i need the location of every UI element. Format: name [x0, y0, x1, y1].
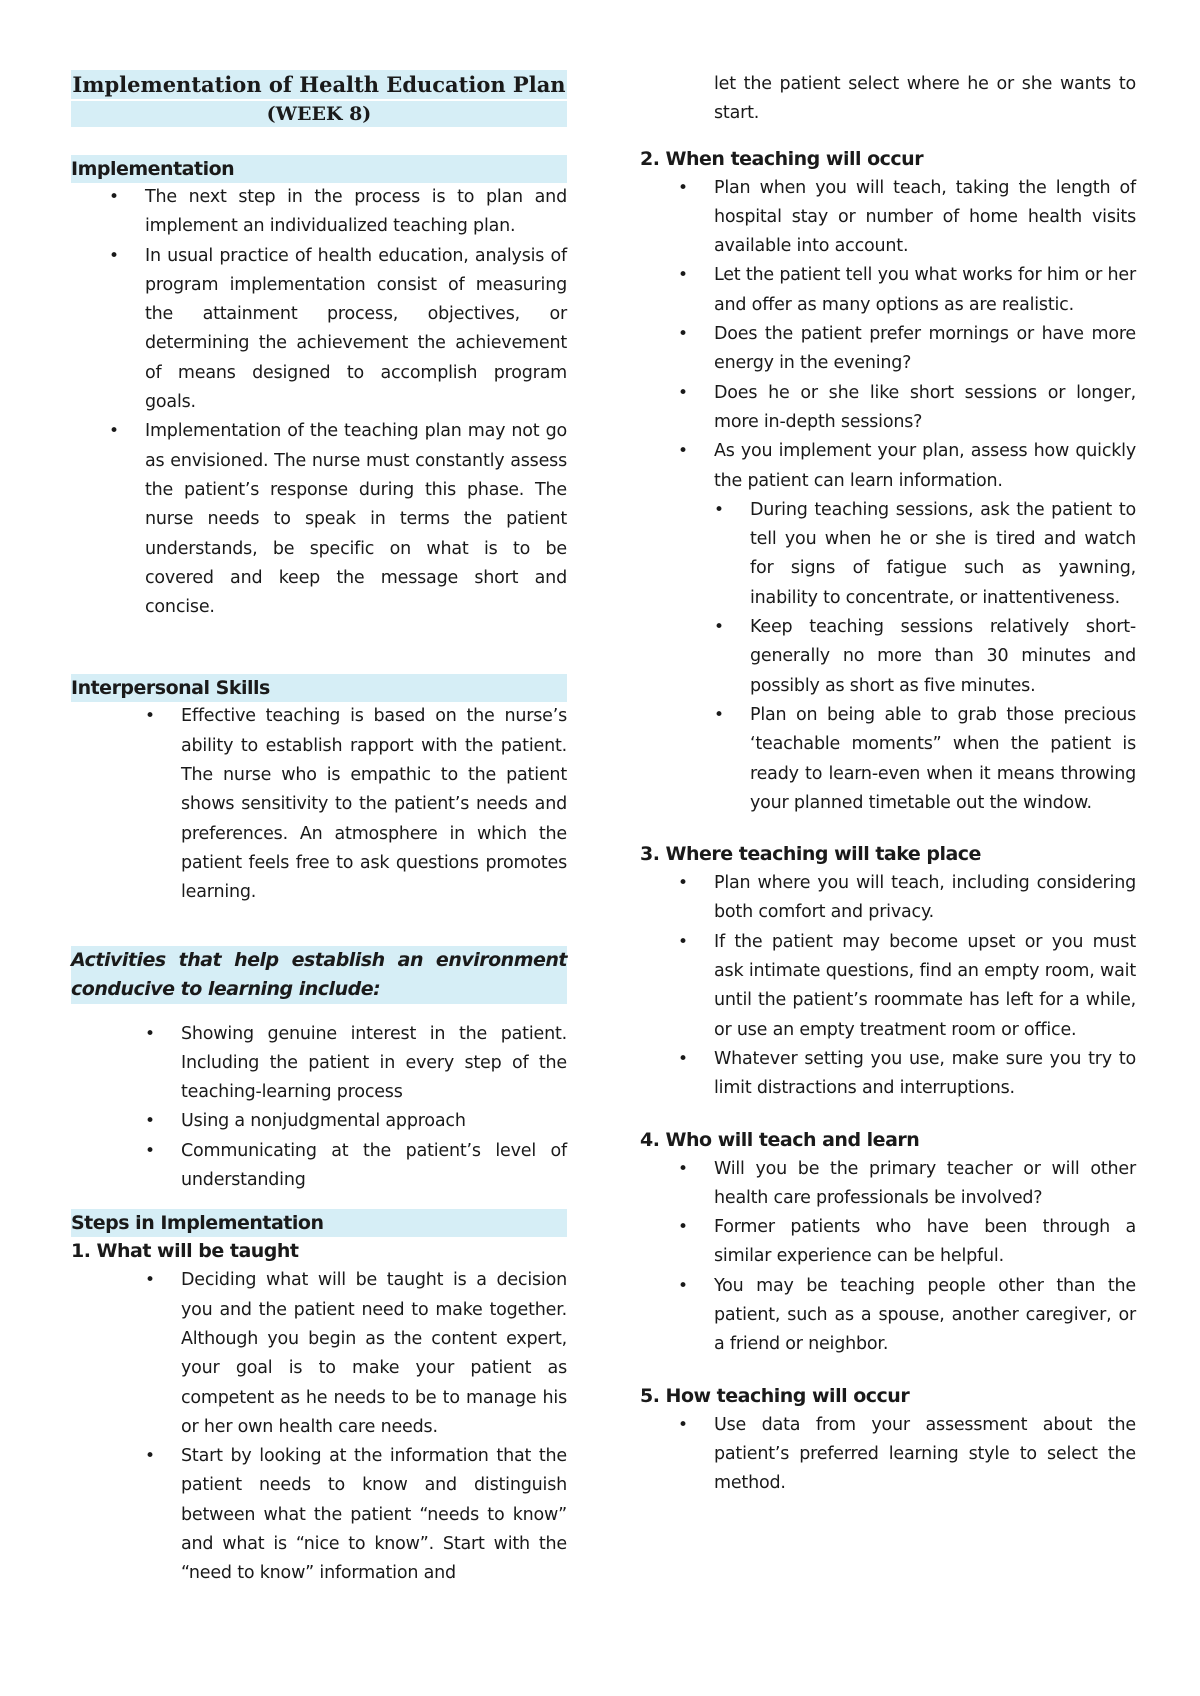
interpersonal-heading: Interpersonal Skills	[71, 674, 567, 702]
list-item: • Deciding what will be taught is a decision you and the patient need to make together. Although you begin as the content expert, your goal is to make your patient as competent as he needs to be to manage his or her own health care needs.	[71, 1266, 567, 1442]
step3-list	[640, 869, 1136, 1103]
step4-list	[640, 1155, 1136, 1360]
list-item: • Keep teaching sessions relatively short-generally no more than 30 minutes and possibly as short as five minutes.	[640, 613, 1136, 701]
step2-list	[640, 174, 1136, 496]
activities-heading-line2: conducive to learning include:	[71, 977, 381, 1000]
implementation-heading: Implementation	[71, 155, 567, 183]
step5-heading: 5. How teaching will occur	[640, 1384, 910, 1407]
step2-heading: 2. When teaching will occur	[640, 147, 924, 170]
step3-heading: 3. Where teaching will take place	[640, 843, 981, 866]
step1-continuation: let the patient select where he or she wants to start.	[714, 74, 1136, 124]
list-item: • Plan where you will teach, including considering both comfort and privacy.	[640, 869, 1136, 928]
list-item: • Plan when you will teach, taking the length of hospital stay or number of home health visits available into account.	[640, 174, 1136, 262]
activities-heading-line1: Activities that help establish an environment	[71, 948, 567, 971]
list-item: • Using a nonjudgmental approach	[71, 1107, 567, 1136]
list-item: • During teaching sessions, ask the patient to tell you when he or she is tired and watch for signs of fatigue such as yawning, inability to concentrate, or inattentiveness.	[640, 496, 1136, 613]
list-item: • If the patient may become upset or you must ask intimate questions, find an empty room, wait until the patient’s roommate has left for a while, or use an empty treatment room or office.	[640, 928, 1136, 1045]
list-item: • Let the patient tell you what works for him or her and offer as many options as are realistic.	[640, 261, 1136, 320]
list-item: • You may be teaching people other than the patient, such as a spouse, another caregiver, or a friend or neighbor.	[640, 1272, 1136, 1360]
list-item: • As you implement your plan, assess how quickly the patient can learn information.	[640, 437, 1136, 496]
list-item: • Communicating at the patient’s level of understanding	[71, 1137, 567, 1196]
step2-sublist	[640, 496, 1136, 818]
list-item: • In usual practice of health education, analysis of program implementation consist of measuring the attainment process, objectives, or determining the achievement the achievement of means designed to accomplish program goals.	[71, 242, 567, 418]
step4-heading: 4. Who will teach and learn	[640, 1128, 920, 1151]
interpersonal-list	[71, 702, 567, 907]
activities-heading	[71, 946, 567, 1004]
list-item: • The next step in the process is to plan and implement an individualized teaching plan.	[71, 183, 567, 242]
steps-heading: Steps in Implementation	[71, 1209, 567, 1237]
left-column	[71, 70, 567, 1589]
list-item: • Effective teaching is based on the nurse’s ability to establish rapport with the patient. The nurse who is empathic to the patient shows sensitivity to the patient’s needs and preferences. An atmosphere in which the patient feels free to ask questions promotes learning.	[71, 702, 567, 907]
list-item: • Showing genuine interest in the patient. Including the patient in every step of the teaching-learning process	[71, 1020, 567, 1108]
step1-list	[71, 1266, 567, 1588]
list-item: • Whatever setting you use, make sure you try to limit distractions and interruptions.	[640, 1045, 1136, 1104]
list-item: • Does he or she like short sessions or longer, more in-depth sessions?	[640, 379, 1136, 438]
right-column	[640, 70, 1136, 1498]
list-item: • Start by looking at the information that the patient needs to know and distinguish between what the patient “needs to know” and what is “nice to know”. Start with the “need to know” information and	[71, 1442, 567, 1588]
list-item: • Will you be the primary teacher or will other health care professionals be involved?	[640, 1155, 1136, 1214]
implementation-list	[71, 183, 567, 622]
document-subtitle: (WEEK 8)	[71, 101, 567, 127]
list-item: • Plan on being able to grab those precious ‘teachable moments” when the patient is ready to learn-even when it means throwing your planned timetable out the window.	[640, 701, 1136, 818]
step5-list	[640, 1411, 1136, 1499]
activities-list	[71, 1020, 567, 1196]
step1-heading: 1. What will be taught	[71, 1240, 299, 1263]
list-item: • Does the patient prefer mornings or have more energy in the evening?	[640, 320, 1136, 379]
list-item: • Use data from your assessment about the patient’s preferred learning style to select the method.	[640, 1411, 1136, 1499]
list-item: • Implementation of the teaching plan may not go as envisioned. The nurse must constantly assess the patient’s response during this phase. The nurse needs to speak in terms the patient understands, be specific on what is to be covered and keep the message short and concise.	[71, 417, 567, 622]
document-title: Implementation of Health Education Plan	[72, 72, 566, 97]
list-item: • Former patients who have been through a similar experience can be helpful.	[640, 1213, 1136, 1272]
